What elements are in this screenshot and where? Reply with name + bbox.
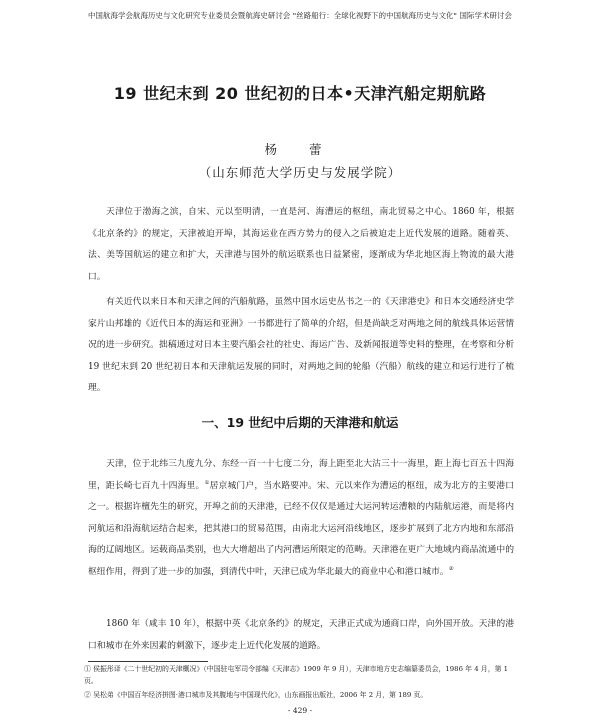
footnote-ref-1[interactable]: ① <box>204 479 210 486</box>
page-number: - 429 - <box>287 706 313 715</box>
body-paragraph-3 <box>88 454 514 584</box>
footnote-divider <box>88 661 208 662</box>
paragraph-3-text-b: 居京城门户，当水路要冲。宋、元以来作为漕运的枢纽，成为北方的主要港口之一。根据许檀先生的研究，开埠之前的天津港，已经不仅仅是通过大运河转运漕粮的内陆航运港，而是将内河航运和沿海航运结合起来，把其港口的贸易范围，由南北大运河沿线地区，逐步扩展到了北方内地和东部沿海的辽阔地区。运载商品类别，也大大增超出了内河漕运所限定的范畴。天津港在更广大地域内商品流通中的枢纽作用，得到了进一步的加强，到清代中叶，天津已成为华北最大的商业中心和港口城市。 <box>88 480 514 577</box>
body-paragraph-4: 1860 年（咸丰 10 年），根据中英《北京条约》的规定，天津正式成为通商口岸，向外国开放。天津的港口和城市在外来因素的刺激下，逐步走上近代化发展的道路。 <box>88 619 514 651</box>
footnote-2: ② 吴松弟《中国百年经济拼图·港口城市及其腹地与中国现代化》，山东画报出版社，2006 年 2 月，第 189 页。 <box>84 691 428 699</box>
running-header: 中国航海学会航海历史与文化研究专业委员会暨航海史研讨会 "丝路船行：全球化视野下的中国航海历史与文化" 国际学术研讨会 <box>88 11 512 20</box>
author-name: 杨 蕾 <box>264 142 336 157</box>
footnote-1: ① 侯振彤译《二十世纪初的天津概况》（中国驻屯军司令部编《天津志》1909 年 9 月），天津市地方史志编纂委员会，1986 年 4 月，第 1 页。 <box>84 665 509 685</box>
paragraph-3-text-a: 天津，位于北纬三九度九分、东经一百一十七度二分，海上距至北大沽三十一海里，距上海七百五十四海里，距长崎七百九十四海里。 <box>88 459 514 491</box>
body-paragraph-2: 有关近代以来日本和天津之间的汽船航路，虽然中国水运史丛书之一的《天津港史》和日本交通经济史学家片山邦雄的《近代日本的海运和亚洲》一书都进行了简单的介绍，但是尚缺乏对两地之间的航线具体运营情况的进一步研究。拙稿通过对日本主要汽船会社的社史、海运广告、及新闻报道等史料的整理，在考察和分析 19 世纪末到 20 世纪初日本和天津航运发展的同时，对两地之间的轮船（汽船）航线的建立和运行进行了梳理。 <box>88 297 514 394</box>
article-title: 19 世纪末到 20 世纪初的日本•天津汽船定期航路 <box>113 84 487 103</box>
footnote-ref-2[interactable]: ② <box>448 566 454 573</box>
body-paragraph-1: 天津位于渤海之滨，自宋、元以至明清，一直是河、海漕运的枢纽，南北贸易之中心。1860 年，根据《北京条约》的规定，天津被迫开埠，其海运业在西方势力的侵入之后被迫走上近代发展的道路。随着英、法、美等国航运的建立和扩大，天津港与国外的航运联系也日益紧密，逐渐成为华北地区海上物流的最大港口。 <box>88 207 514 282</box>
section-heading: 一、19 世纪中后期的天津港和航运 <box>201 415 399 430</box>
author-affiliation: （山东师范大学历史与发展学院） <box>198 165 402 180</box>
